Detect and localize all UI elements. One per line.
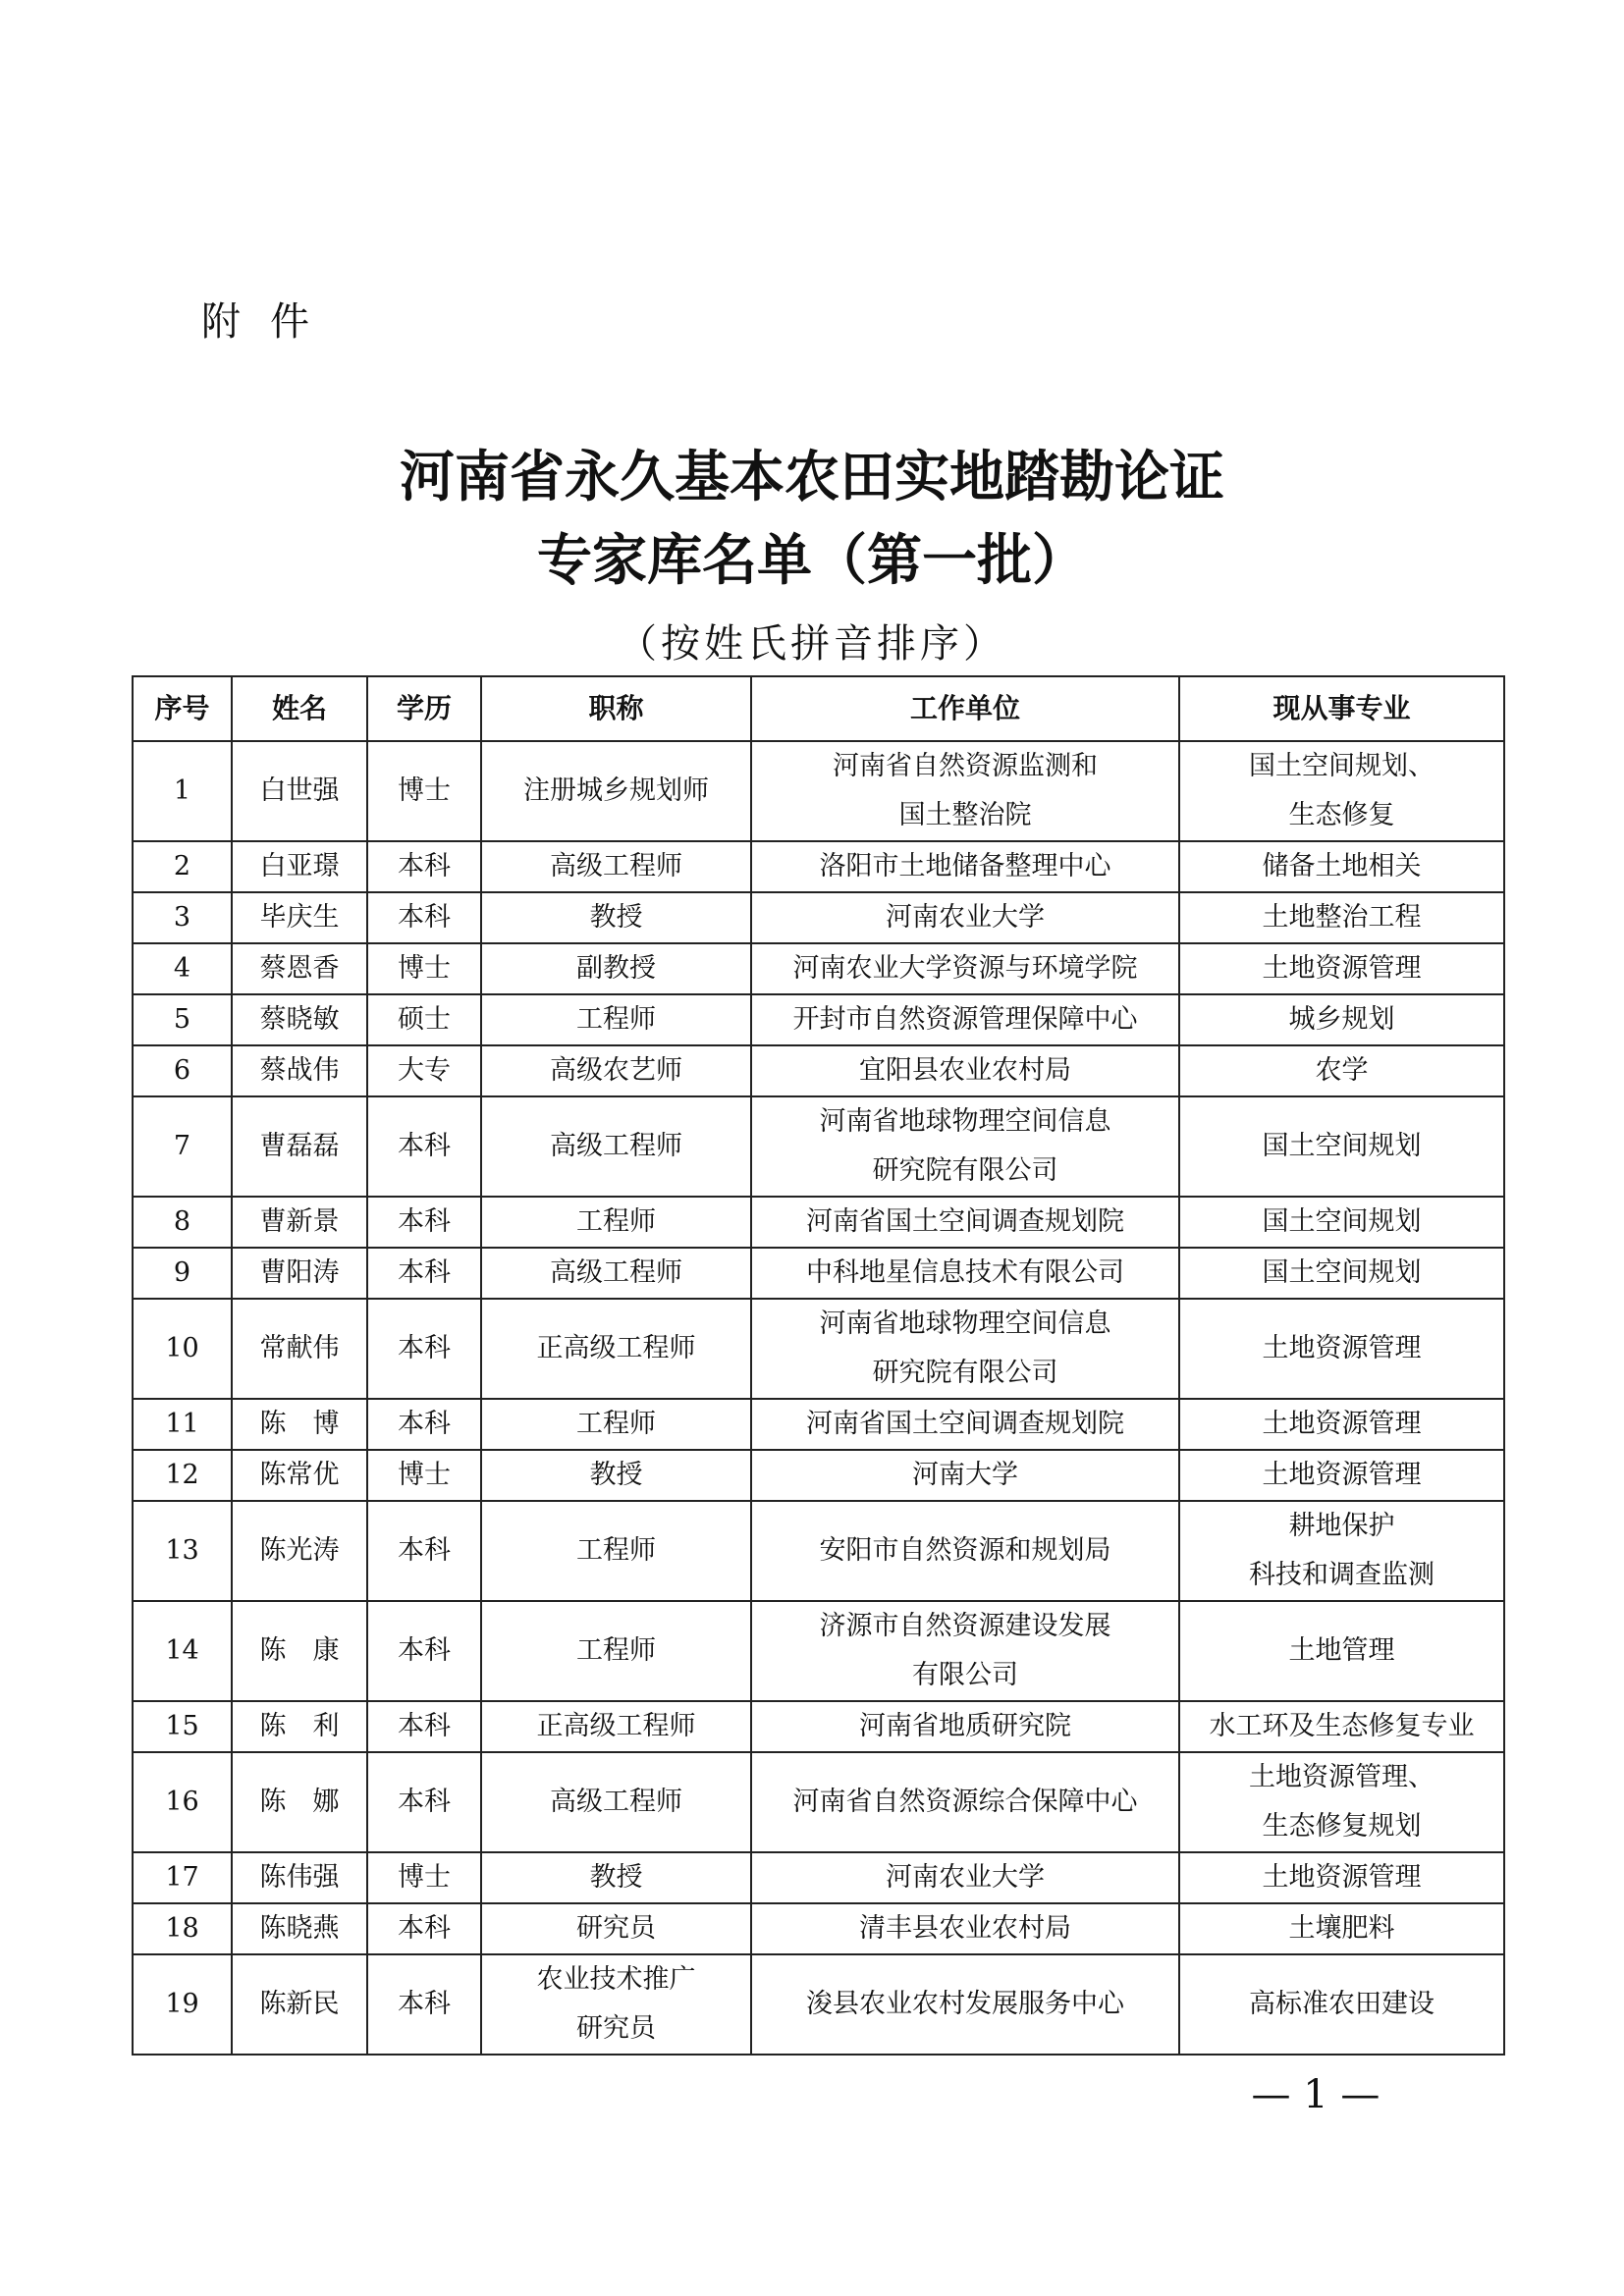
cell-name: 蔡晓敏 (232, 994, 367, 1045)
table-row (133, 741, 1504, 841)
cell-number: 19 (133, 1954, 232, 2055)
cell-education: 本科 (367, 1752, 481, 1852)
cell-work-unit: 开封市自然资源管理保障中心 (751, 994, 1179, 1045)
cell-education: 本科 (367, 1197, 481, 1248)
cell-number: 12 (133, 1450, 232, 1501)
cell-education: 本科 (367, 1954, 481, 2055)
cell-title: 农业技术推广 研究员 (481, 1954, 751, 2055)
cell-title: 高级工程师 (481, 1752, 751, 1852)
table-row (133, 892, 1504, 943)
cell-work-unit: 河南省国土空间调查规划院 (751, 1399, 1179, 1450)
cell-specialty: 土地资源管理 (1179, 1852, 1504, 1903)
column-header-education: 学历 (367, 676, 481, 741)
table-row (133, 841, 1504, 892)
table-row (133, 1752, 1504, 1852)
table-body (133, 741, 1504, 2055)
cell-number: 14 (133, 1601, 232, 1701)
cell-specialty: 土地资源管理 (1179, 943, 1504, 994)
cell-work-unit: 河南农业大学 (751, 1852, 1179, 1903)
cell-work-unit: 河南农业大学资源与环境学院 (751, 943, 1179, 994)
cell-specialty: 土地整治工程 (1179, 892, 1504, 943)
table-row (133, 943, 1504, 994)
cell-name: 陈新民 (232, 1954, 367, 2055)
cell-specialty: 土地资源管理、 生态修复规划 (1179, 1752, 1504, 1852)
attachment-label: 附件 (201, 299, 339, 345)
table-row (133, 994, 1504, 1045)
cell-specialty: 土地管理 (1179, 1601, 1504, 1701)
cell-title: 教授 (481, 1450, 751, 1501)
cell-number: 16 (133, 1752, 232, 1852)
document-title-line-1: 河南省永久基本农田实地踏勘论证 (400, 446, 1224, 509)
cell-work-unit: 河南大学 (751, 1450, 1179, 1501)
table-row (133, 1501, 1504, 1601)
cell-number: 4 (133, 943, 232, 994)
table-header-row (133, 676, 1504, 741)
cell-title: 注册城乡规划师 (481, 741, 751, 841)
table-row (133, 1450, 1504, 1501)
cell-education: 硕士 (367, 994, 481, 1045)
page-number: — 1 — (1251, 2072, 1380, 2117)
cell-number: 18 (133, 1903, 232, 1954)
cell-title: 高级农艺师 (481, 1045, 751, 1096)
expert-roster-table (132, 675, 1505, 2056)
cell-education: 本科 (367, 1701, 481, 1752)
cell-name: 陈 娜 (232, 1752, 367, 1852)
table-row (133, 1601, 1504, 1701)
cell-number: 6 (133, 1045, 232, 1096)
table-row (133, 1248, 1504, 1299)
cell-work-unit: 济源市自然资源建设发展 有限公司 (751, 1601, 1179, 1701)
cell-work-unit: 河南省自然资源监测和 国土整治院 (751, 741, 1179, 841)
cell-specialty: 土地资源管理 (1179, 1450, 1504, 1501)
cell-title: 副教授 (481, 943, 751, 994)
cell-number: 17 (133, 1852, 232, 1903)
cell-title: 工程师 (481, 1501, 751, 1601)
cell-specialty: 国土空间规划 (1179, 1197, 1504, 1248)
cell-name: 蔡战伟 (232, 1045, 367, 1096)
cell-name: 毕庆生 (232, 892, 367, 943)
cell-work-unit: 河南农业大学 (751, 892, 1179, 943)
column-header-title: 职称 (481, 676, 751, 741)
table-row (133, 1299, 1504, 1399)
table-row (133, 1852, 1504, 1903)
table-row (133, 1701, 1504, 1752)
cell-work-unit: 河南省地球物理空间信息 研究院有限公司 (751, 1096, 1179, 1197)
cell-title: 工程师 (481, 1197, 751, 1248)
table-row (133, 1399, 1504, 1450)
cell-number: 15 (133, 1701, 232, 1752)
column-header-number: 序号 (133, 676, 232, 741)
table-row (133, 1903, 1504, 1954)
column-header-name: 姓名 (232, 676, 367, 741)
table-row (133, 1954, 1504, 2055)
cell-work-unit: 洛阳市土地储备整理中心 (751, 841, 1179, 892)
cell-number: 9 (133, 1248, 232, 1299)
document-title-line-2: 专家库名单（第一批） (537, 529, 1087, 593)
cell-specialty: 国土空间规划、 生态修复 (1179, 741, 1504, 841)
cell-title: 研究员 (481, 1903, 751, 1954)
cell-name: 曹阳涛 (232, 1248, 367, 1299)
cell-title: 高级工程师 (481, 1096, 751, 1197)
cell-name: 常献伟 (232, 1299, 367, 1399)
cell-name: 白亚璟 (232, 841, 367, 892)
cell-specialty: 国土空间规划 (1179, 1096, 1504, 1197)
cell-work-unit: 清丰县农业农村局 (751, 1903, 1179, 1954)
cell-work-unit: 安阳市自然资源和规划局 (751, 1501, 1179, 1601)
cell-work-unit: 河南省地球物理空间信息 研究院有限公司 (751, 1299, 1179, 1399)
cell-education: 本科 (367, 892, 481, 943)
cell-title: 高级工程师 (481, 841, 751, 892)
cell-number: 11 (133, 1399, 232, 1450)
cell-name: 蔡恩香 (232, 943, 367, 994)
cell-education: 本科 (367, 1248, 481, 1299)
table-row (133, 1096, 1504, 1197)
cell-title: 工程师 (481, 994, 751, 1045)
cell-name: 陈 博 (232, 1399, 367, 1450)
cell-number: 8 (133, 1197, 232, 1248)
cell-education: 本科 (367, 1299, 481, 1399)
cell-education: 本科 (367, 1096, 481, 1197)
table-row (133, 1045, 1504, 1096)
cell-title: 工程师 (481, 1601, 751, 1701)
cell-education: 本科 (367, 1903, 481, 1954)
cell-number: 13 (133, 1501, 232, 1601)
cell-specialty: 国土空间规划 (1179, 1248, 1504, 1299)
cell-number: 7 (133, 1096, 232, 1197)
cell-specialty: 农学 (1179, 1045, 1504, 1096)
cell-name: 陈常优 (232, 1450, 367, 1501)
cell-work-unit: 宜阳县农业农村局 (751, 1045, 1179, 1096)
cell-education: 本科 (367, 841, 481, 892)
cell-number: 2 (133, 841, 232, 892)
cell-title: 教授 (481, 1852, 751, 1903)
cell-education: 博士 (367, 1450, 481, 1501)
cell-education: 博士 (367, 943, 481, 994)
table-row (133, 1197, 1504, 1248)
cell-name: 曹磊磊 (232, 1096, 367, 1197)
cell-education: 博士 (367, 1852, 481, 1903)
cell-name: 白世强 (232, 741, 367, 841)
cell-specialty: 土地资源管理 (1179, 1299, 1504, 1399)
cell-specialty: 储备土地相关 (1179, 841, 1504, 892)
cell-specialty: 土壤肥料 (1179, 1903, 1504, 1954)
cell-title: 教授 (481, 892, 751, 943)
cell-title: 工程师 (481, 1399, 751, 1450)
cell-work-unit: 河南省国土空间调查规划院 (751, 1197, 1179, 1248)
cell-title: 正高级工程师 (481, 1701, 751, 1752)
cell-work-unit: 浚县农业农村发展服务中心 (751, 1954, 1179, 2055)
cell-number: 3 (133, 892, 232, 943)
cell-work-unit: 河南省自然资源综合保障中心 (751, 1752, 1179, 1852)
cell-number: 10 (133, 1299, 232, 1399)
cell-work-unit: 河南省地质研究院 (751, 1701, 1179, 1752)
cell-number: 5 (133, 994, 232, 1045)
cell-number: 1 (133, 741, 232, 841)
cell-name: 曹新景 (232, 1197, 367, 1248)
cell-education: 本科 (367, 1501, 481, 1601)
cell-specialty: 土地资源管理 (1179, 1399, 1504, 1450)
cell-work-unit: 中科地星信息技术有限公司 (751, 1248, 1179, 1299)
cell-title: 正高级工程师 (481, 1299, 751, 1399)
cell-specialty: 城乡规划 (1179, 994, 1504, 1045)
cell-education: 博士 (367, 741, 481, 841)
cell-education: 大专 (367, 1045, 481, 1096)
cell-name: 陈 利 (232, 1701, 367, 1752)
cell-specialty: 水工环及生态修复专业 (1179, 1701, 1504, 1752)
cell-name: 陈光涛 (232, 1501, 367, 1601)
cell-specialty: 高标准农田建设 (1179, 1954, 1504, 2055)
document-subtitle: （按姓氏拼音排序） (618, 621, 1006, 667)
cell-education: 本科 (367, 1399, 481, 1450)
column-header-work-unit: 工作单位 (751, 676, 1179, 741)
column-header-specialty: 现从事专业 (1179, 676, 1504, 741)
cell-name: 陈晓燕 (232, 1903, 367, 1954)
cell-name: 陈伟强 (232, 1852, 367, 1903)
cell-education: 本科 (367, 1601, 481, 1701)
cell-title: 高级工程师 (481, 1248, 751, 1299)
cell-name: 陈 康 (232, 1601, 367, 1701)
cell-specialty: 耕地保护 科技和调查监测 (1179, 1501, 1504, 1601)
